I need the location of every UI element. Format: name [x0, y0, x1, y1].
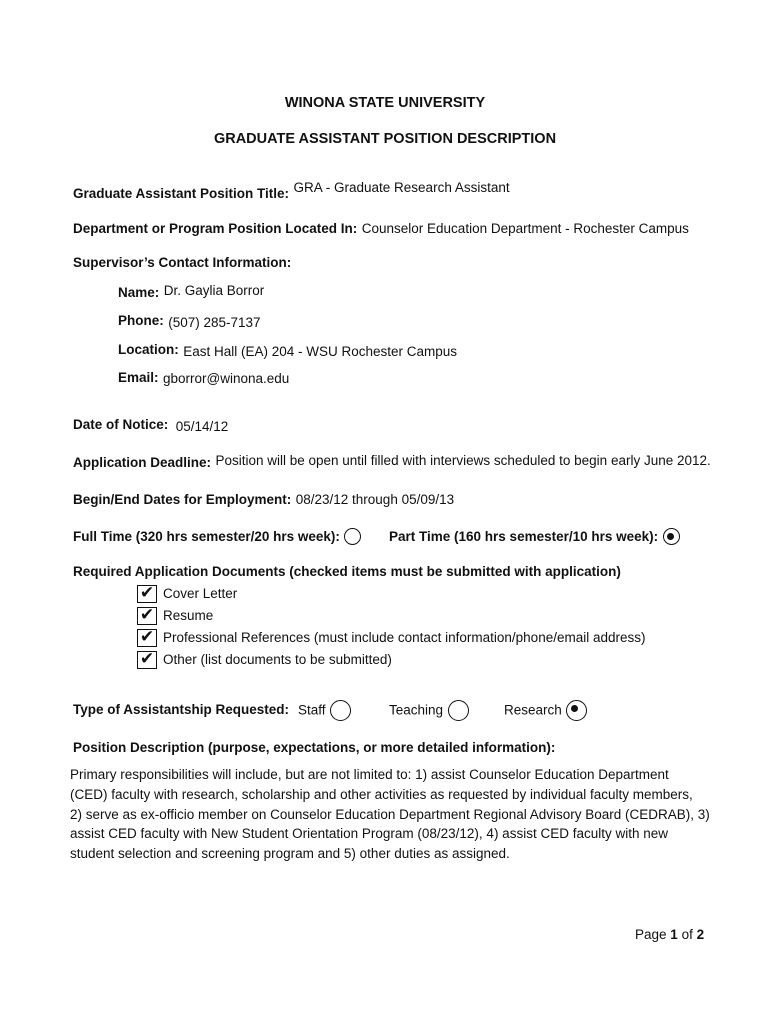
- checkbox-resume[interactable]: ✔: [137, 607, 157, 625]
- deadline-value: Position will be open until filled with interviews scheduled to begin early June 2012.: [215, 453, 711, 468]
- description-line: student selection and screening program and 5) other duties as assigned.: [70, 846, 510, 862]
- assistantship-teaching-option: [389, 700, 469, 721]
- other-documents-label: Other (list documents to be submitted): [163, 652, 392, 667]
- supervisor-email-row: [118, 369, 289, 387]
- description-line: assist CED faculty with New Student Orientation Program (08/23/12), 4) assist CED faculty with new: [70, 826, 668, 842]
- position-title-row: [73, 179, 510, 201]
- full-time-label: Full Time (320 hrs semester/20 hrs week):: [73, 529, 340, 544]
- deadline-row: [73, 452, 711, 470]
- description-heading: Position Description (purpose, expectations, or more detailed information):: [73, 740, 556, 755]
- part-time-label: Part Time (160 hrs semester/10 hrs week):: [389, 529, 659, 544]
- full-time-row: [73, 528, 361, 546]
- description-line: 2) serve as ex-officio member on Counselor Education Department Regional Advisory Board (CEDRAB), 3): [70, 806, 710, 822]
- assistantship-label: Type of Assistantship Requested:: [73, 702, 290, 717]
- page-total: 2: [696, 927, 705, 942]
- supervisor-location-row: [118, 341, 457, 359]
- supervisor-heading: Supervisor’s Contact Information:: [73, 255, 292, 270]
- page-word: Page: [635, 927, 667, 942]
- deadline-label: Application Deadline:: [73, 455, 212, 470]
- checkbox-cover-letter[interactable]: ✔: [137, 585, 157, 603]
- part-time-row: [389, 528, 680, 546]
- description-line: Primary responsibilities will include, but are not limited to: 1) assist Counselor Education Department: [70, 767, 669, 782]
- department-row: [73, 220, 689, 238]
- department-label: Department or Program Position Located In:: [73, 221, 358, 236]
- position-title-value: GRA - Graduate Research Assistant: [293, 180, 510, 195]
- teaching-radio[interactable]: [448, 700, 469, 721]
- checkbox-other[interactable]: ✔: [137, 651, 157, 669]
- page-footer: [635, 927, 704, 942]
- document-title: GRADUATE ASSISTANT POSITION DESCRIPTION: [213, 131, 557, 147]
- assistantship-staff-option: [298, 700, 351, 721]
- department-value: Counselor Education Department - Rochester Campus: [361, 221, 689, 236]
- of-word: of: [681, 927, 693, 942]
- supervisor-name-row: [118, 282, 264, 300]
- description-text: [70, 765, 730, 864]
- supervisor-phone-row: [118, 312, 261, 330]
- research-label: Research: [504, 702, 562, 718]
- supervisor-phone: (507) 285-7137: [168, 315, 261, 330]
- university-name: WINONA STATE UNIVERSITY: [284, 95, 486, 111]
- staff-radio[interactable]: [330, 700, 351, 721]
- date-of-notice-row: [73, 416, 228, 434]
- references-label: Professional References (must include contact information/phone/email address): [163, 630, 646, 645]
- research-radio[interactable]: [566, 700, 587, 721]
- employment-dates-label: Begin/End Dates for Employment:: [73, 492, 292, 507]
- full-time-radio[interactable]: [344, 528, 361, 545]
- page-number: 1: [670, 927, 678, 942]
- supervisor-email-label: Email:: [118, 370, 159, 385]
- date-of-notice-label: Date of Notice:: [73, 417, 169, 432]
- employment-dates-value: 08/23/12 through 05/09/13: [295, 492, 455, 507]
- part-time-radio[interactable]: [663, 528, 680, 545]
- description-line: (CED) faculty with research, scholarship and other activities as requested by individual faculty members,: [70, 786, 693, 802]
- supervisor-email: gborror@winona.edu: [162, 371, 290, 386]
- position-title-label: Graduate Assistant Position Title:: [73, 186, 290, 201]
- resume-label: Resume: [163, 608, 214, 623]
- documents-heading: Required Application Documents (checked items must be submitted with application): [73, 564, 621, 579]
- supervisor-location-label: Location:: [118, 342, 179, 357]
- staff-label: Staff: [298, 702, 326, 718]
- teaching-label: Teaching: [389, 702, 444, 718]
- employment-dates-row: [73, 491, 454, 509]
- supervisor-name-label: Name:: [118, 285, 160, 300]
- assistantship-research-option: [504, 700, 587, 721]
- supervisor-location: East Hall (EA) 204 - WSU Rochester Campus: [183, 344, 458, 359]
- date-of-notice-value: 05/14/12: [175, 419, 229, 434]
- checkbox-references[interactable]: ✔: [137, 629, 157, 647]
- cover-letter-label: Cover Letter: [163, 586, 238, 601]
- supervisor-phone-label: Phone:: [118, 313, 164, 328]
- supervisor-name: Dr. Gaylia Borror: [163, 283, 265, 298]
